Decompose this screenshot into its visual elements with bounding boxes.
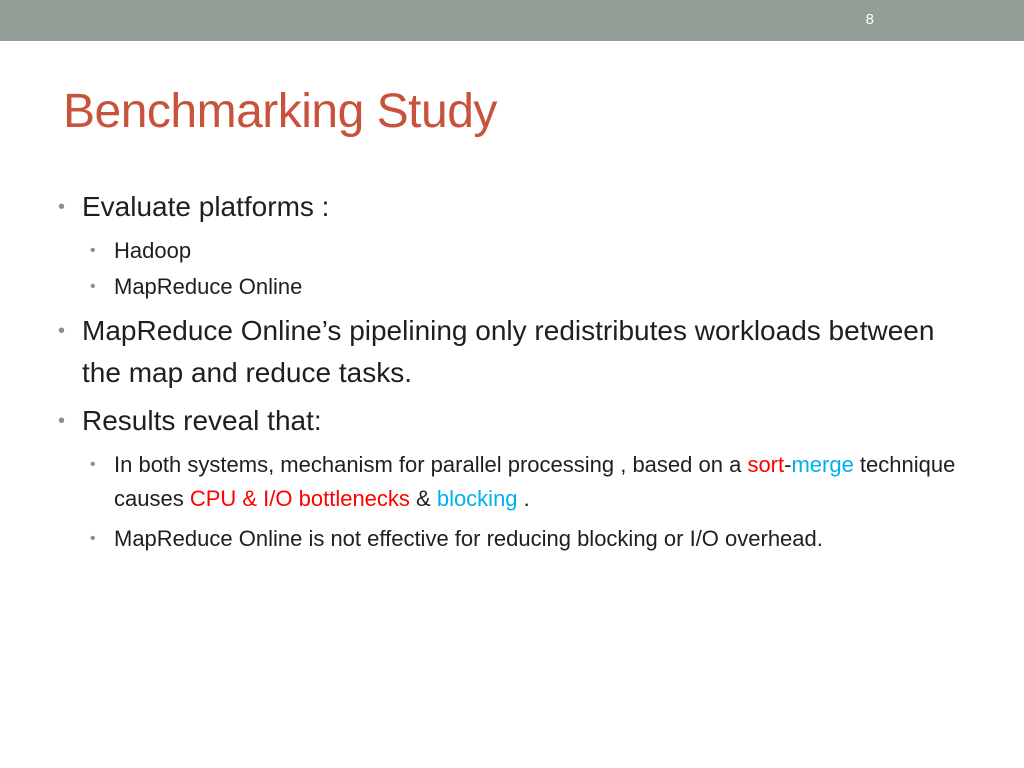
highlight-sort: sort [747,452,785,477]
sub-bullet-both-systems [58,448,978,516]
sub-bullet-hadoop [58,234,978,268]
sub-bullet-not-effective [58,522,978,556]
top-bar [0,0,1024,41]
bullet-text: Results reveal that: [82,405,322,436]
bullet-text: MapReduce Online is not effective for reducing blocking or I/O overhead. [114,526,823,551]
bullet-text: MapReduce Online’s pipelining only redistributes workloads between the map and reduce tasks. [82,315,935,388]
text-part: . [517,486,530,511]
bullet-dot-icon: • [58,410,66,432]
bullet-dot-icon: • [90,278,96,295]
text-dash: - [784,452,792,477]
bullet-dot-icon: • [58,320,66,342]
text-part: & [409,486,437,511]
slide-content [58,186,978,562]
bullet-dot-icon: • [58,196,66,218]
highlight-merge: merge [791,452,854,477]
slide-title: Benchmarking Study [63,85,497,138]
slide-number: 8 [865,11,874,28]
bullet-dot-icon: • [90,456,96,473]
bullet-results [58,400,978,442]
sub-bullet-mapreduce-online [58,270,978,304]
bullet-text: Hadoop [114,238,192,263]
highlight-cpu-io-bottlenecks: CPU & I/O bottlenecks [189,486,410,511]
bullet-dot-icon: • [90,530,96,547]
text-part: In both systems, mechanism for parallel processing , based on a [114,452,748,477]
highlight-blocking: blocking [436,486,518,511]
bullet-evaluate-platforms [58,186,978,228]
bullet-text: MapReduce Online [114,274,303,299]
bullet-text: Evaluate platforms : [82,191,330,222]
bullet-dot-icon: • [90,242,96,259]
bullet-pipelining [58,310,978,394]
text-part: technique causes [114,452,956,511]
